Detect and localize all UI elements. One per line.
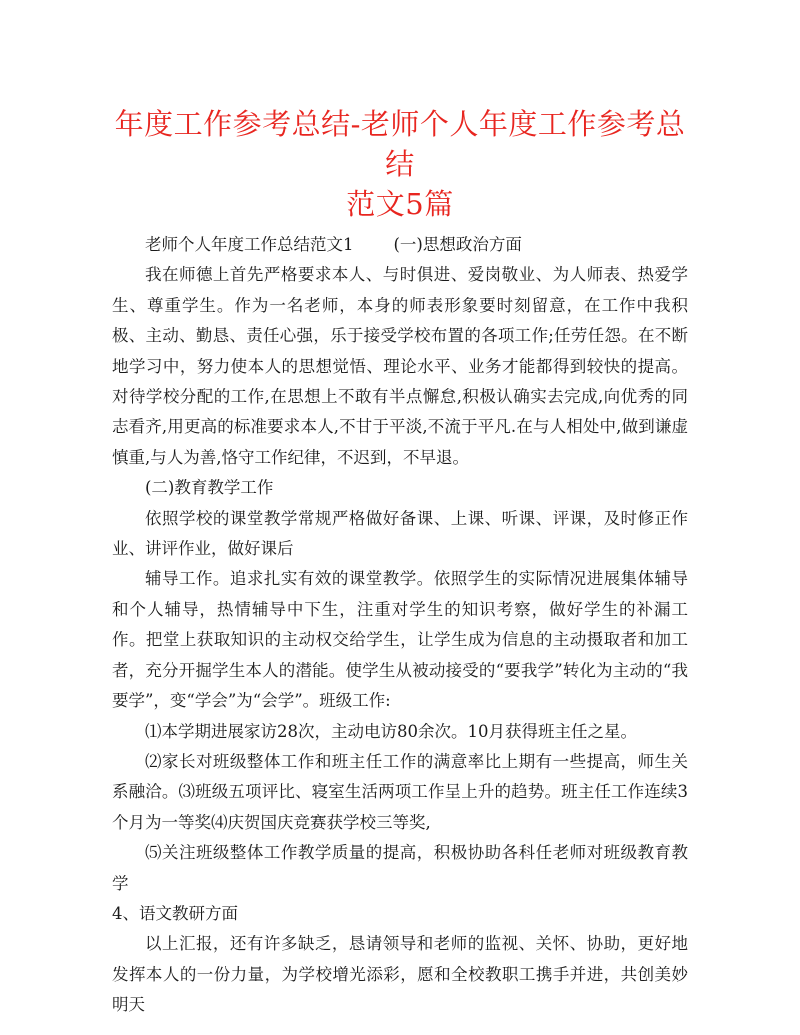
title-line-1: 年度工作参考总结-老师个人年度工作参考总结 xyxy=(114,107,686,181)
title-line-2: 范文5篇 xyxy=(346,187,454,221)
list-item-2: ⑵家长对班级整体工作和班主任工作的满意率比上期有一些提高，师生关系融洽。⑶班级五项评比、寝室生活两项工作呈上升的趋势。班主任工作连续3个月为一等奖⑷庆贺国庆竞赛获学校三等奖, xyxy=(112,751,688,832)
section-4-heading: 4、语文教研方面 xyxy=(112,903,238,923)
paragraph-last: 以上汇报，还有许多缺乏，恳请领导和老师的监视、关怀、协助，更好地发挥本人的一份力量，为学校增光添彩，愿和全校教职工携手并进，共创美妙明天 xyxy=(112,934,688,1015)
paragraph-1: 我在师德上首先严格要求本人、与时俱进、爱岗敬业、为人师表、热爱学生、尊重学生。作为一名老师，本身的师表形象要时刻留意，在工作中我积极、主动、勤恳、责任心强，乐于接受学校布置的各项工作;任劳任怨。在不断地学习中，努力使本人的思想觉悟、理论水平、业务才能都得到较快的提高。对待学校分配的工作,在思想上不敢有半点懈怠,积极认确实去完成,向优秀的同志看齐,用更高的标准要求本人,不甘于平淡,不流于平凡.在与人相处中,做到谦虚慎重,与人为善,恪守工作纪律，不迟到，不早退。 xyxy=(112,265,688,467)
paragraph-3: 辅导工作。追求扎实有效的课堂教学。依照学生的实际情况进展集体辅导和个人辅导，热情辅导中下生，注重对学生的知识考察，做好学生的补漏工作。把堂上获取知识的主动权交给学生，让学生成为信息的主动摄取者和加工者，充分开掘学生本人的潜能。使学生从被动接受的“要我学”转化为主动的“我要学”，变“学会”为“会学”。班级工作: xyxy=(112,569,688,711)
section-2-heading: (二)教育教学工作 xyxy=(145,478,274,498)
document-page xyxy=(112,104,688,1021)
paragraph-2: 依照学校的课堂教学常规严格做好备课、上课、听课、评课，及时修正作业、讲评作业，做好课后 xyxy=(112,508,688,559)
section-1-heading: (一)思想政治方面 xyxy=(393,235,522,254)
document-body xyxy=(112,230,688,1021)
intro-line xyxy=(112,230,688,260)
intro-label: 老师个人年度工作总结范文1 xyxy=(145,235,354,254)
list-item-1: ⑴本学期进展家访28次，主动电访80余次。10月获得班主任之星。 xyxy=(145,721,637,741)
list-item-5: ⑸关注班级整体工作教学质量的提高，积极协助各科任老师对班级教育教学 xyxy=(112,843,688,893)
document-title xyxy=(112,104,688,224)
